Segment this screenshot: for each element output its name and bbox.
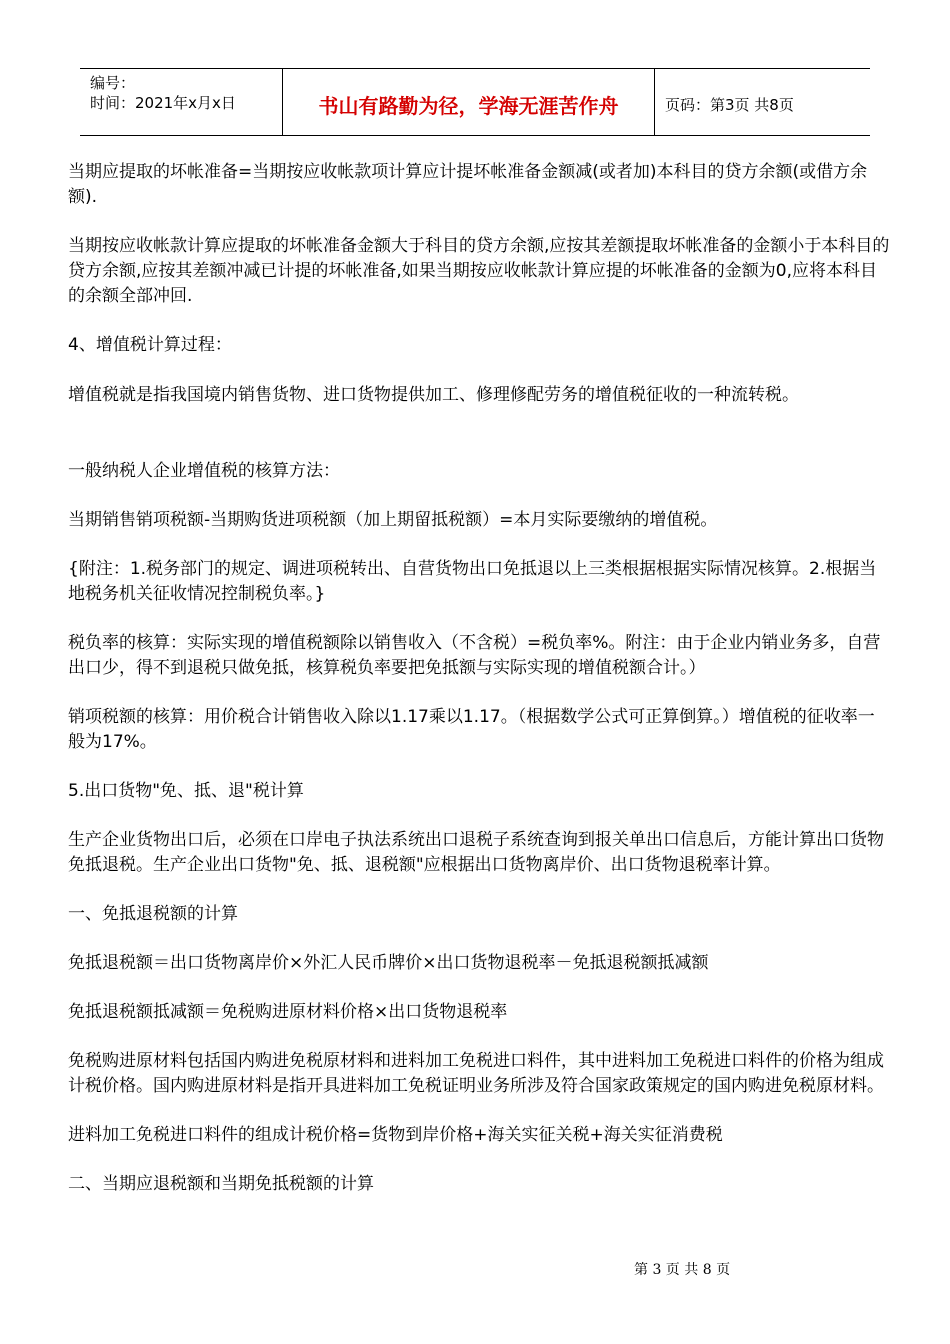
document-body: [68, 160, 890, 1197]
paragraph: {附注：1.税务部门的规定、调进项税转出、自营货物出口免抵退以上三类根据根据实际情况核算。2.根据当地税务机关征收情况控制税负率。}: [68, 559, 877, 604]
header-motto: 书山有路勤为径，学海无涯苦作舟: [282, 69, 655, 135]
paragraph: 当期按应收帐款计算应提取的坏帐准备金额大于科目的贷方余额,应按其差额提取坏帐准备的金额小于本科目的贷方余额,应按其差额冲减已计提的坏帐准备,如果当期按应收帐款计算应提的坏帐准备的金额为0,应将本科目的余额全部冲回.: [68, 236, 890, 306]
paragraph: 增值税就是指我国境内销售货物、进口货物提供加工、修理修配劳务的增值税征收的一种流转税。: [68, 385, 799, 405]
section-heading: 一般纳税人企业增值税的核算方法：: [68, 461, 340, 481]
document-time-label: 时间：2021年x月x日: [90, 94, 236, 112]
document-number-label: 编号：: [90, 74, 136, 92]
section-heading: 一、免抵退税额的计算: [68, 904, 238, 924]
header-meta: [80, 69, 282, 135]
formula: 免抵退税额抵减额＝免税购进原材料价格×出口货物退税率: [68, 1002, 508, 1022]
paragraph: 当期销售销项税额-当期购货进项税额（加上期留抵税额）=本月实际要缴纳的增值税。: [68, 510, 718, 530]
paragraph: 税负率的核算：实际实现的增值税额除以销售收入（不含税）=税负率%。附注：由于企业内销业务多，自营出口少，得不到退税只做免抵，核算税负率要把免抵额与实际实现的增值税额合计。）: [68, 633, 881, 678]
section-heading: 4、增值税计算过程：: [68, 335, 232, 355]
formula: 免抵退税额＝出口货物离岸价×外汇人民币牌价×出口货物退税率－免抵退税额抵减额: [68, 953, 709, 973]
paragraph: 生产企业货物出口后，必须在口岸电子执法系统出口退税子系统查询到报关单出口信息后，方能计算出口货物免抵退税。生产企业出口货物"免、抵、退税额"应根据出口货物离岸价、出口货物退税率计算。: [68, 830, 884, 875]
section-heading: 5.出口货物"免、抵、退"税计算: [68, 781, 304, 801]
paragraph: 免税购进原材料包括国内购进免税原材料和进料加工免税进口料件，其中进料加工免税进口料件的价格为组成计税价格。国内购进原材料是指开具进料加工免税证明业务所涉及符合国家政策规定的国内购进免税原材料。: [68, 1051, 884, 1096]
page-header: [80, 68, 870, 136]
paragraph: 销项税额的核算：用价税合计销售收入除以1.17乘以1.17。（根据数学公式可正算倒算。）增值税的征收率一般为17%。: [68, 707, 875, 752]
paragraph: 当期应提取的坏帐准备=当期按应收帐款项计算应计提坏帐准备金额减(或者加)本科目的贷方余额(或借方余额).: [68, 162, 868, 207]
formula: 进料加工免税进口料件的组成计税价格=货物到岸价格+海关实征关税+海关实征消费税: [68, 1125, 723, 1145]
section-heading: 二、当期应退税额和当期免抵税额的计算: [68, 1174, 374, 1194]
page-footer: 第 3 页 共 8 页: [634, 1262, 731, 1278]
header-page-number: 页码：第3页 共8页: [665, 95, 794, 114]
